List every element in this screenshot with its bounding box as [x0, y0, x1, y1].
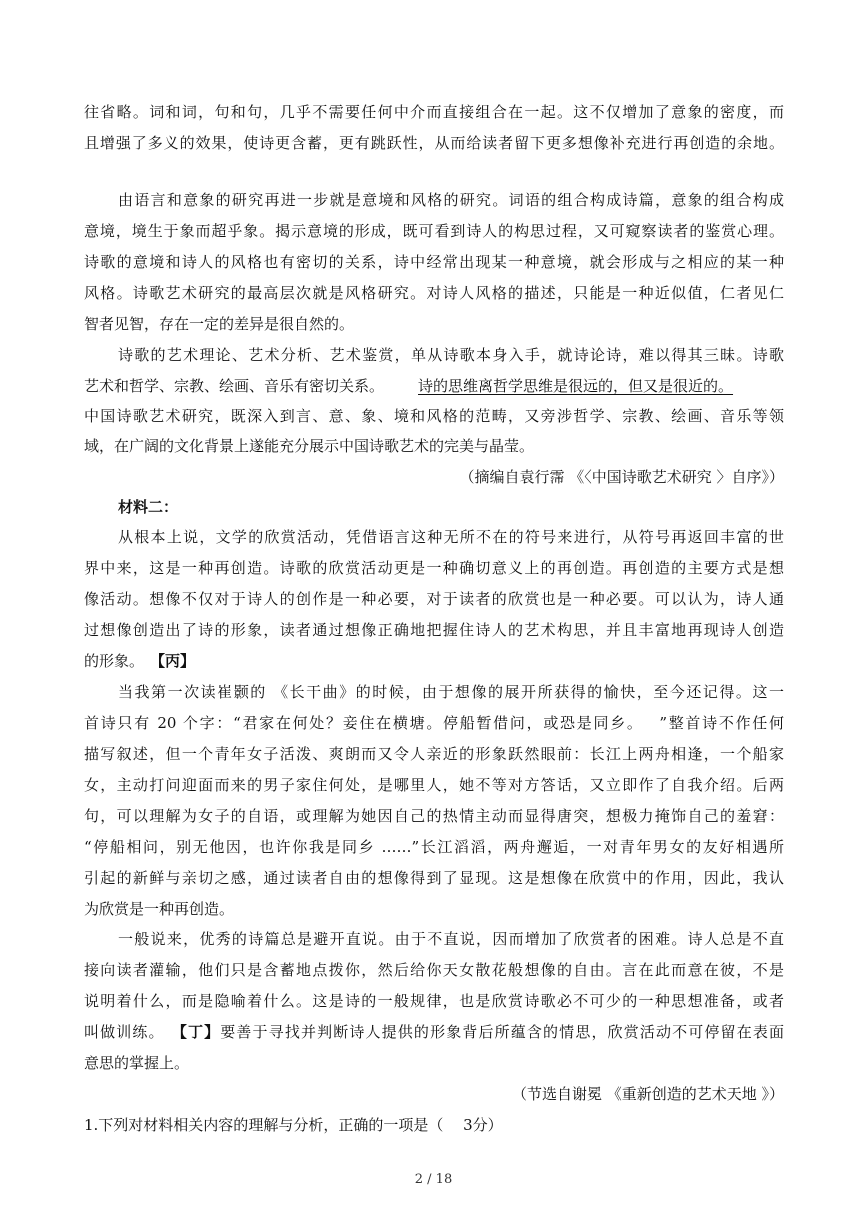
text-line: 描写叙述，但一个青年女子活泼、爽朗而又令人亲近的形象跃然眼前：长江上两舟相逢，一个船家	[84, 745, 784, 763]
blank-marker-bing: 【丙】	[150, 652, 196, 670]
text-segment: 艺术和哲学、宗教、绘画、音乐有密切关系。	[84, 377, 385, 395]
text-line: 风格。诗歌艺术研究的最高层次就是风格研究。对诗人风格的描述，只能是一种近似值，仁者见仁	[84, 284, 784, 302]
text-line	[84, 1022, 784, 1042]
text-line: 智者见智，存在一定的差异是很自然的。	[84, 315, 355, 333]
text-line: 首诗只有 20 个字：“君家在何处？妾住在横塘。停船暂借问，或恐是同乡。 ”整首诗不作任何	[84, 714, 784, 732]
text-line: 中国诗歌艺术研究，既深入到言、意、象、境和风格的范畴，又旁涉哲学、宗教、绘画、音乐等领	[84, 407, 784, 425]
paragraph-first-line: 一般说来，优秀的诗篇总是避开直说。由于不直说，因而增加了欣赏者的困难。诗人总是不直	[118, 930, 784, 948]
text-segment: 要善于寻找并判断诗人提供的形象背后所蕴含的情思，欣赏活动不可停留在表面	[220, 1023, 784, 1041]
text-line: 说明着什么，而是隐喻着什么。这是诗的一般规律，也是欣赏诗歌必不可少的一种思想准备，或者	[84, 992, 784, 1010]
text-line: 为欣赏是一种再创造。	[84, 900, 235, 918]
text-line: 句，可以理解为女子的自语，或理解为她因自己的热情主动而显得唐突，想极力掩饰自己的羞窘：	[84, 807, 784, 825]
paragraph-first-line: 由语言和意象的研究再进一步就是意境和风格的研究。词语的组合构成诗篇，意象的组合构成	[118, 191, 784, 209]
text-line	[84, 651, 784, 671]
text-line: 往省略。词和词，句和句，几乎不需要任何中介而直接组合在一起。这不仅增加了意象的密度，而	[84, 103, 784, 121]
section-heading: 材料二：	[118, 498, 179, 516]
text-line	[84, 376, 784, 396]
text-line: 域，在广阔的文化背景上遂能充分展示中国诗歌艺术的完美与晶莹。	[84, 437, 535, 455]
text-line: 意思的掌握上。	[84, 1054, 190, 1072]
text-line: 过想像创造出了诗的形象，读者通过想像正确地把握住诗人的艺术构思，并且丰富地再现诗人创造	[84, 621, 784, 639]
text-line: 且增强了多义的效果，使诗更含蓄，更有跳跃性，从而给读者留下更多想像补充进行再创造的余地。	[84, 134, 784, 152]
underlined-sentence: 诗的思维离哲学思维是很远的，但又是很近的。	[418, 377, 734, 395]
text-line: 诗歌的意境和诗人的风格也有密切的关系，诗中经常出现某一种意境，就会形成与之相应的某一种	[84, 253, 784, 271]
text-line: 界中来，这是一种再创造。诗歌的欣赏活动更是一种确切意义上的再创造。再创造的主要方式是想	[84, 559, 784, 577]
text-line: 女，主动打问迎面而来的男子家住何处，是哪里人，她不等对方答话，又立即作了自我介绍。后两	[84, 776, 784, 794]
paragraph-first-line: 从根本上说，文学的欣赏活动，凭借语言这种无所不在的符号来进行，从符号再返回丰富的世	[118, 528, 784, 546]
text-line: 意境，境生于象而超乎象。揭示意境的形成，既可看到诗人的构思过程，又可窥察读者的鉴赏心理。	[84, 222, 784, 240]
source-citation: （摘编自袁行霈 《〈中国诗歌艺术研究 〉自序》）	[459, 468, 784, 486]
question-1: 1.下列对材料相关内容的理解与分析，正确的一项是（ 3分）	[84, 1116, 503, 1134]
text-line: 接向读者灌输，他们只是含蓄地点拨你，然后给你天女散花般想像的自由。言在此而意在彼，不是	[84, 961, 784, 979]
text-line: “停船相问，别无他因，也许你我是同乡 ……”长江滔滔，两舟邂逅，一对青年男女的友好相遇所	[84, 838, 784, 856]
paragraph-first-line: 诗歌的艺术理论、艺术分析、艺术鉴赏，单从诗歌本身入手，就诗论诗，难以得其三昧。诗歌	[118, 346, 784, 364]
blank-marker-ding: 【丁】	[170, 1023, 221, 1041]
page-number: 2 / 18	[414, 1172, 453, 1187]
text-line: 像活动。想像不仅对于诗人的创作是一种必要，对于读者的欣赏也是一种必要。可以认为，诗人通	[84, 590, 784, 608]
source-citation: （节选自谢冕 《重新创造的艺术天地 》）	[511, 1085, 784, 1103]
paragraph-first-line: 当我第一次读崔颢的 《长干曲》的时候，由于想像的展开所获得的愉快，至今还记得。这一	[118, 683, 784, 701]
text-line: 引起的新鲜与亲切之感，通过读者自由的想像得到了显现。这是想像在欣赏中的作用，因此，我认	[84, 869, 784, 887]
text-segment: 叫做训练。	[84, 1023, 165, 1041]
text-segment: 的形象。	[84, 652, 145, 670]
